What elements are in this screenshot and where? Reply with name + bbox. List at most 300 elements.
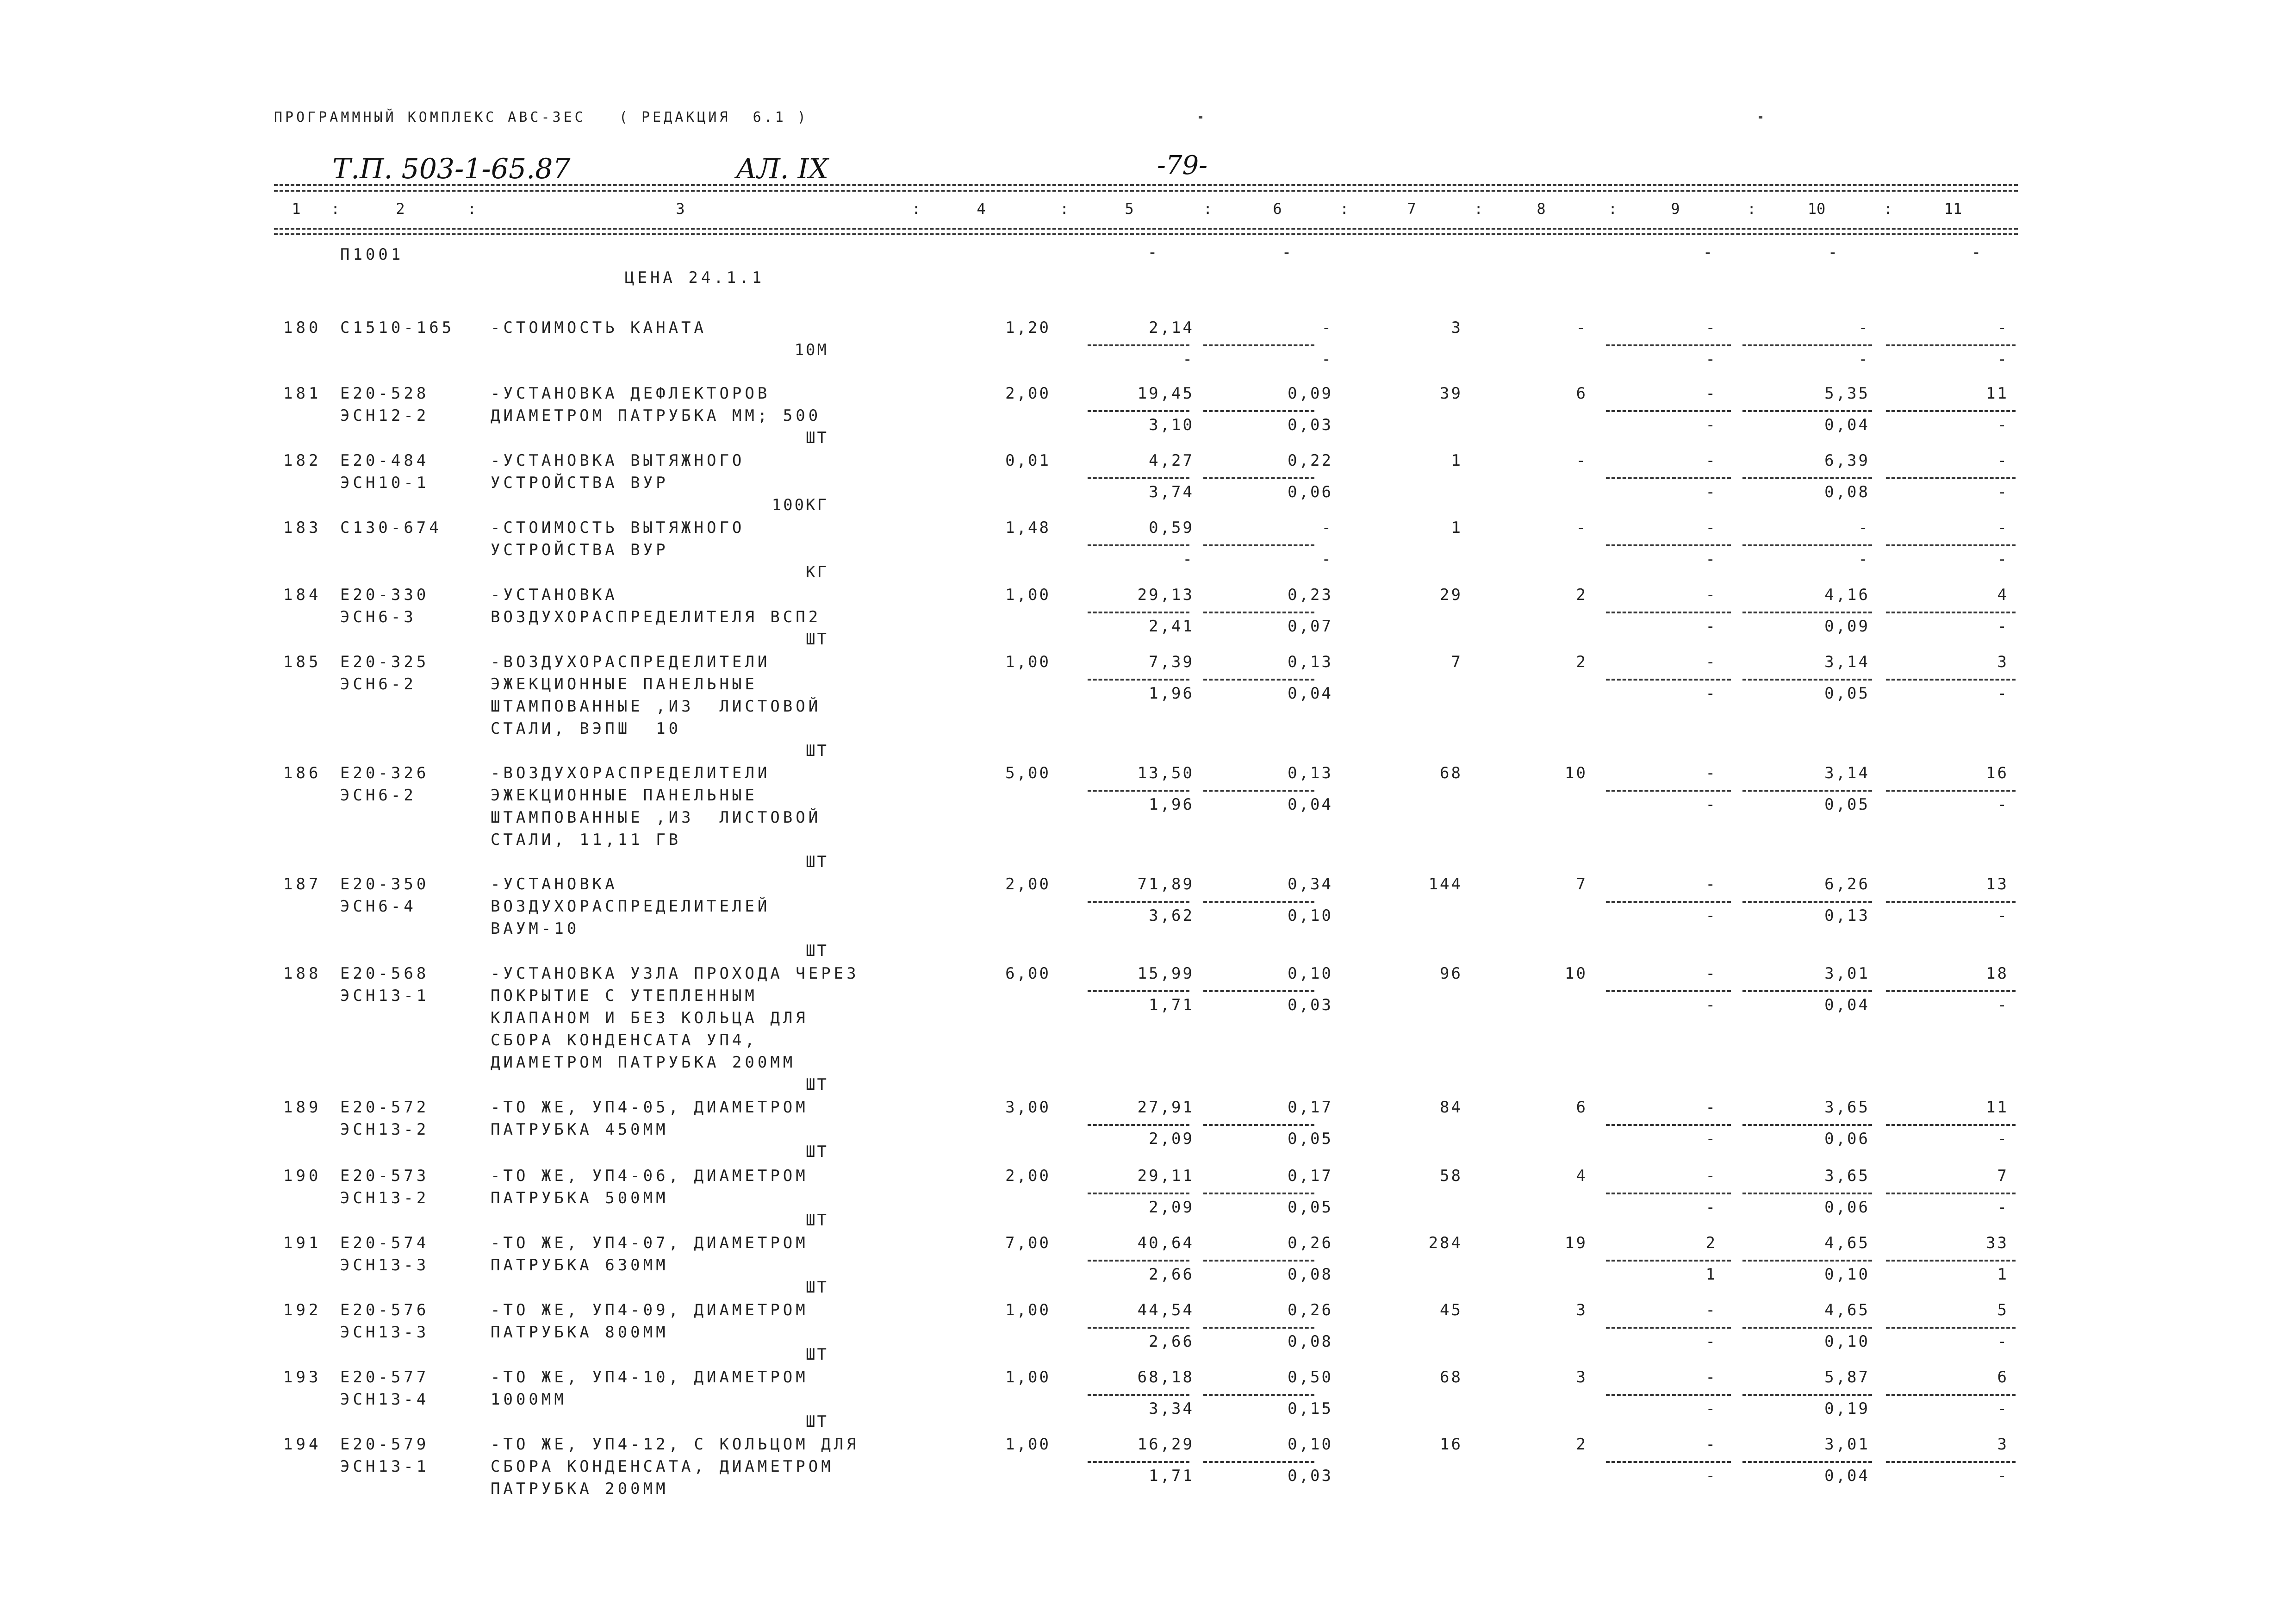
- section-mark: -: [1282, 243, 1292, 262]
- labor-hours-machine: -: [1858, 350, 1870, 369]
- unit-of-measure: ШТ: [806, 942, 828, 960]
- wages: 4: [1576, 1167, 1587, 1185]
- labor-hours-machine: 0,06: [1824, 1198, 1870, 1217]
- unit-labor: 0,03: [1288, 996, 1333, 1014]
- total-cost: 144: [1428, 875, 1462, 893]
- machine-cost: -: [1705, 518, 1717, 537]
- unit-labor: -: [1321, 350, 1333, 369]
- labor-total-machine: -: [1997, 550, 2009, 568]
- column-separator: :: [1060, 200, 1069, 218]
- column-separator: :: [331, 200, 340, 218]
- total-cost: 68: [1440, 764, 1462, 782]
- labor-hours-machine: 0,09: [1824, 617, 1870, 636]
- quantity: 2,00: [1005, 875, 1051, 893]
- column-number: 2: [396, 200, 405, 218]
- subtotal-rule: [1088, 477, 1189, 479]
- subtotal-rule: [1606, 477, 1731, 479]
- labor-total-machine: -: [1997, 1332, 2009, 1351]
- labor-cost: -: [1321, 518, 1333, 537]
- subtotal-rule: [1203, 990, 1314, 992]
- work-description: -СТОИМОСТЬ ВЫТЯЖНОГО: [491, 518, 745, 537]
- work-description: ПАТРУБКА 500ММ: [491, 1189, 669, 1207]
- work-description: -ТО ЖЕ, УП4-07, ДИАМЕТРОМ: [491, 1234, 809, 1252]
- labor-hours-machine: 0,08: [1824, 483, 1870, 501]
- subtotal-rule: [1886, 1260, 2016, 1262]
- resource-code: ЭСН6-2: [340, 786, 417, 805]
- machine-cost: -: [1705, 451, 1717, 470]
- work-description: -ТО ЖЕ, УП4-05, ДИАМЕТРОМ: [491, 1098, 809, 1117]
- total-cost: 58: [1440, 1167, 1462, 1185]
- subtotal-rule: [1088, 1461, 1189, 1463]
- labor-total: 18: [1986, 964, 2009, 983]
- subtotal-rule: [1886, 790, 2016, 792]
- total-cost: 284: [1428, 1234, 1462, 1252]
- unit-wage: -: [1182, 350, 1194, 369]
- work-description: СТАЛИ, 11,11 ГВ: [491, 831, 682, 849]
- subtotal-rule: [1742, 477, 1872, 479]
- subtotal-rule: [1606, 612, 1731, 613]
- labor-total: 16: [1986, 764, 2009, 782]
- machine-wage: -: [1705, 996, 1717, 1014]
- machine-wage: 1: [1705, 1265, 1717, 1284]
- labor-total: -: [1997, 518, 2009, 537]
- labor-total-machine: -: [1997, 1198, 2009, 1217]
- labor-total: -: [1997, 319, 2009, 337]
- unit-of-measure: 100КГ: [772, 496, 828, 514]
- total-cost: 68: [1440, 1368, 1462, 1387]
- column-number: 6: [1273, 200, 1282, 218]
- header-rule-bottom-2: [274, 233, 2018, 235]
- total-cost: 39: [1440, 384, 1462, 403]
- work-description: ЭЖЕКЦИОННЫЕ ПАНЕЛЬНЫЕ: [491, 786, 758, 805]
- row-number: 190: [283, 1167, 322, 1185]
- work-description: ШТАМПОВАННЫЕ ,ИЗ ЛИСТОВОЙ: [491, 697, 821, 716]
- labor-hours: 6,39: [1824, 451, 1870, 470]
- subtotal-rule: [1088, 990, 1189, 992]
- machine-wage: -: [1705, 684, 1717, 703]
- column-number: 11: [1944, 200, 1962, 218]
- section-mark: -: [1703, 243, 1713, 262]
- column-separator: :: [1203, 200, 1213, 218]
- subtotal-rule: [1742, 1394, 1872, 1396]
- subtotal-rule: [1088, 1124, 1189, 1126]
- unit-wage: 3,34: [1149, 1399, 1194, 1418]
- subtotal-rule: [1088, 344, 1189, 346]
- labor-hours: 3,01: [1824, 1435, 1870, 1454]
- unit-cost: 2,14: [1149, 319, 1194, 337]
- section-mark: -: [1971, 243, 1981, 262]
- subtotal-rule: [1886, 612, 2016, 613]
- labor-hours: 5,87: [1824, 1368, 1870, 1387]
- wages: 19: [1565, 1234, 1587, 1252]
- header-rule-mid: [274, 190, 2018, 192]
- quantity: 6,00: [1005, 964, 1051, 983]
- unit-cost: 15,99: [1137, 964, 1194, 983]
- unit-labor: -: [1321, 550, 1333, 568]
- labor-cost: 0,17: [1288, 1167, 1333, 1185]
- column-number: 4: [977, 200, 986, 218]
- resource-code: С1510-165: [340, 319, 455, 337]
- subtotal-rule: [1203, 1327, 1314, 1329]
- total-cost: 3: [1451, 319, 1462, 337]
- quantity: 1,00: [1005, 1368, 1051, 1387]
- column-number: 7: [1407, 200, 1416, 218]
- subtotal-rule: [1606, 990, 1731, 992]
- row-number: 180: [283, 319, 322, 337]
- quantity: 2,00: [1005, 1167, 1051, 1185]
- unit-cost: 16,29: [1137, 1435, 1194, 1454]
- machine-cost: -: [1705, 875, 1717, 893]
- resource-code: Е20-325: [340, 653, 429, 671]
- unit-wage: 3,10: [1149, 416, 1194, 434]
- subtotal-rule: [1088, 612, 1189, 613]
- subtotal-rule: [1886, 544, 2016, 546]
- unit-cost: 71,89: [1137, 875, 1194, 893]
- resource-code: Е20-350: [340, 875, 429, 893]
- resource-code: ЭСН13-3: [340, 1256, 429, 1274]
- total-cost: 29: [1440, 586, 1462, 604]
- work-description: УСТРОЙСТВА ВУР: [491, 474, 669, 492]
- unit-wage: 1,71: [1149, 1467, 1194, 1485]
- subtotal-rule: [1886, 1461, 2016, 1463]
- work-description: -ВОЗДУХОРАСПРЕДЕЛИТЕЛИ: [491, 764, 771, 782]
- resource-code: ЭСН12-2: [340, 406, 429, 425]
- labor-hours: 4,16: [1824, 586, 1870, 604]
- row-number: 181: [283, 384, 322, 403]
- labor-hours-machine: 0,04: [1824, 416, 1870, 434]
- row-number: 188: [283, 964, 322, 983]
- labor-total: 4: [1997, 586, 2009, 604]
- labor-hours: 3,65: [1824, 1098, 1870, 1117]
- total-cost: 84: [1440, 1098, 1462, 1117]
- subtotal-rule: [1088, 544, 1189, 546]
- quantity: 1,00: [1005, 653, 1051, 671]
- wages: -: [1576, 451, 1587, 470]
- unit-of-measure: 10М: [794, 341, 828, 359]
- row-number: 192: [283, 1301, 322, 1319]
- subtotal-rule: [1742, 1260, 1872, 1262]
- unit-wage: 1,96: [1149, 684, 1194, 703]
- subtotal-rule: [1088, 1327, 1189, 1329]
- total-cost: 45: [1440, 1301, 1462, 1319]
- labor-hours-machine: 0,06: [1824, 1130, 1870, 1148]
- subtotal-rule: [1606, 1327, 1731, 1329]
- work-description: -ТО ЖЕ, УП4-09, ДИАМЕТРОМ: [491, 1301, 809, 1319]
- quantity: 1,48: [1005, 518, 1051, 537]
- unit-of-measure: ШТ: [806, 429, 828, 447]
- row-number: 186: [283, 764, 322, 782]
- labor-hours: 3,14: [1824, 653, 1870, 671]
- labor-hours-machine: -: [1858, 550, 1870, 568]
- labor-hours: -: [1858, 518, 1870, 537]
- unit-labor: 0,04: [1288, 684, 1333, 703]
- resource-code: Е20-572: [340, 1098, 429, 1117]
- labor-hours: 5,35: [1824, 384, 1870, 403]
- resource-code: ЭСН13-2: [340, 1189, 429, 1207]
- labor-total-machine: -: [1997, 684, 2009, 703]
- labor-cost: 0,22: [1288, 451, 1333, 470]
- subtotal-rule: [1742, 990, 1872, 992]
- unit-cost: 40,64: [1137, 1234, 1194, 1252]
- subtotal-rule: [1203, 344, 1314, 346]
- subtotal-rule: [1886, 344, 2016, 346]
- subtotal-rule: [1203, 1193, 1314, 1194]
- unit-cost: 0,59: [1149, 518, 1194, 537]
- resource-code: Е20-574: [340, 1234, 429, 1252]
- resource-code: ЭСН13-4: [340, 1390, 429, 1409]
- labor-hours-machine: 0,04: [1824, 1467, 1870, 1485]
- machine-cost: -: [1705, 319, 1717, 337]
- labor-total: 3: [1997, 653, 2009, 671]
- section-code: П1001: [340, 245, 404, 264]
- quantity: 5,00: [1005, 764, 1051, 782]
- resource-code: Е20-484: [340, 451, 429, 470]
- labor-total: 7: [1997, 1167, 2009, 1185]
- resource-code: Е20-568: [340, 964, 429, 983]
- machine-cost: -: [1705, 1301, 1717, 1319]
- quantity: 1,00: [1005, 1435, 1051, 1454]
- unit-of-measure: ШТ: [806, 1211, 828, 1230]
- unit-labor: 0,08: [1288, 1265, 1333, 1284]
- subtotal-rule: [1742, 410, 1872, 412]
- unit-labor: 0,05: [1288, 1198, 1333, 1217]
- subtotal-rule: [1088, 790, 1189, 792]
- labor-total-machine: -: [1997, 617, 2009, 636]
- resource-code: ЭСН6-2: [340, 675, 417, 693]
- unit-of-measure: ШТ: [806, 1143, 828, 1161]
- column-number: 8: [1537, 200, 1546, 218]
- labor-total-machine: -: [1997, 416, 2009, 434]
- work-description: -ВОЗДУХОРАСПРЕДЕЛИТЕЛИ: [491, 653, 771, 671]
- unit-labor: 0,07: [1288, 617, 1333, 636]
- machine-cost: -: [1705, 653, 1717, 671]
- work-description: ВАУМ-10: [491, 919, 580, 938]
- section-mark: -: [1828, 243, 1838, 262]
- row-number: 193: [283, 1368, 322, 1387]
- unit-cost: 27,91: [1137, 1098, 1194, 1117]
- unit-cost: 7,39: [1149, 653, 1194, 671]
- subtotal-rule: [1606, 1461, 1731, 1463]
- header-rule-bottom: [274, 228, 2018, 230]
- labor-hours-machine: 0,04: [1824, 996, 1870, 1014]
- column-number: 1: [292, 200, 301, 218]
- subtotal-rule: [1886, 1193, 2016, 1194]
- work-description: 1000ММ: [491, 1390, 567, 1409]
- resource-code: Е20-326: [340, 764, 429, 782]
- labor-total: 13: [1986, 875, 2009, 893]
- work-description: УСТРОЙСТВА ВУР: [491, 541, 669, 559]
- work-description: -УСТАНОВКА ДЕФЛЕКТОРОВ: [491, 384, 771, 403]
- unit-of-measure: ШТ: [806, 630, 828, 649]
- quantity: 1,00: [1005, 1301, 1051, 1319]
- resource-code: ЭСН13-1: [340, 1457, 429, 1476]
- machine-wage: -: [1705, 350, 1717, 369]
- subtotal-rule: [1742, 1193, 1872, 1194]
- machine-cost: -: [1705, 586, 1717, 604]
- unit-wage: 1,71: [1149, 996, 1194, 1014]
- work-description: -ТО ЖЕ, УП4-12, С КОЛЬЦОМ ДЛЯ: [491, 1435, 859, 1454]
- subtotal-rule: [1886, 1394, 2016, 1396]
- machine-cost: -: [1705, 1368, 1717, 1387]
- project-number: Т.П. 503-1-65.87: [332, 153, 571, 185]
- subtotal-rule: [1088, 410, 1189, 412]
- machine-cost: -: [1705, 384, 1717, 403]
- machine-wage: -: [1705, 550, 1717, 568]
- labor-total-machine: -: [1997, 483, 2009, 501]
- machine-wage: -: [1705, 795, 1717, 814]
- labor-cost: 0,09: [1288, 384, 1333, 403]
- resource-code: Е20-579: [340, 1435, 429, 1454]
- resource-code: ЭСН6-4: [340, 897, 417, 916]
- subtotal-rule: [1203, 477, 1314, 479]
- resource-code: Е20-573: [340, 1167, 429, 1185]
- work-description: -УСТАНОВКА ВЫТЯЖНОГО: [491, 451, 745, 470]
- machine-wage: -: [1705, 1332, 1717, 1351]
- labor-hours: 6,26: [1824, 875, 1870, 893]
- subtotal-rule: [1742, 544, 1872, 546]
- unit-labor: 0,06: [1288, 483, 1333, 501]
- total-cost: 16: [1440, 1435, 1462, 1454]
- unit-labor: 0,04: [1288, 795, 1333, 814]
- quantity: 0,01: [1005, 451, 1051, 470]
- labor-total-machine: -: [1997, 795, 2009, 814]
- subtotal-rule: [1606, 544, 1731, 546]
- labor-hours-machine: 0,13: [1824, 906, 1870, 925]
- column-number: 9: [1671, 200, 1680, 218]
- subtotal-rule: [1606, 679, 1731, 681]
- labor-hours: 3,14: [1824, 764, 1870, 782]
- labor-hours-machine: 0,05: [1824, 684, 1870, 703]
- labor-total-machine: -: [1997, 906, 2009, 925]
- column-separator: :: [1884, 200, 1893, 218]
- subtotal-rule: [1203, 679, 1314, 681]
- subtotal-rule: [1606, 1394, 1731, 1396]
- subtotal-rule: [1606, 901, 1731, 903]
- subtotal-rule: [1606, 344, 1731, 346]
- work-description: ПАТРУБКА 800ММ: [491, 1323, 669, 1342]
- column-separator: :: [1474, 200, 1483, 218]
- labor-total-machine: -: [1997, 996, 2009, 1014]
- machine-wage: -: [1705, 617, 1717, 636]
- subtotal-rule: [1742, 1124, 1872, 1126]
- subtotal-rule: [1742, 344, 1872, 346]
- row-number: 184: [283, 586, 322, 604]
- total-cost: 1: [1451, 518, 1462, 537]
- unit-of-measure: ШТ: [806, 742, 828, 760]
- unit-wage: 2,09: [1149, 1198, 1194, 1217]
- labor-hours-machine: 0,19: [1824, 1399, 1870, 1418]
- wages: 3: [1576, 1301, 1587, 1319]
- resource-code: ЭСН13-1: [340, 987, 429, 1005]
- resource-code: Е20-576: [340, 1301, 429, 1319]
- subtotal-rule: [1742, 790, 1872, 792]
- total-cost: 1: [1451, 451, 1462, 470]
- subtotal-rule: [1203, 1260, 1314, 1262]
- wages: -: [1576, 319, 1587, 337]
- unit-cost: 19,45: [1137, 384, 1194, 403]
- resource-code: С130-674: [340, 518, 442, 537]
- labor-hours: 3,01: [1824, 964, 1870, 983]
- machine-cost: -: [1705, 764, 1717, 782]
- unit-wage: 2,66: [1149, 1332, 1194, 1351]
- unit-labor: 0,03: [1288, 416, 1333, 434]
- subtotal-rule: [1088, 679, 1189, 681]
- subtotal-rule: [1088, 901, 1189, 903]
- page-number: -79-: [1157, 150, 1208, 181]
- unit-labor: 0,15: [1288, 1399, 1333, 1418]
- wages: 6: [1576, 384, 1587, 403]
- labor-total-machine: -: [1997, 1399, 2009, 1418]
- subtotal-rule: [1203, 1461, 1314, 1463]
- unit-labor: 0,10: [1288, 906, 1333, 925]
- work-description: -УСТАНОВКА УЗЛА ПРОХОДА ЧЕРЕЗ: [491, 964, 859, 983]
- wages: 10: [1565, 764, 1587, 782]
- work-description: СБОРА КОНДЕНСАТА УП4,: [491, 1031, 758, 1049]
- subtotal-rule: [1203, 1394, 1314, 1396]
- work-description: ШТАМПОВАННЫЕ ,ИЗ ЛИСТОВОЙ: [491, 808, 821, 827]
- work-description: ПАТРУБКА 450ММ: [491, 1120, 669, 1139]
- machine-cost: -: [1705, 1098, 1717, 1117]
- unit-of-measure: ШТ: [806, 1075, 828, 1094]
- machine-wage: -: [1705, 1198, 1717, 1217]
- quantity: 1,00: [1005, 586, 1051, 604]
- row-number: 183: [283, 518, 322, 537]
- unit-wage: 2,09: [1149, 1130, 1194, 1148]
- unit-wage: 3,74: [1149, 483, 1194, 501]
- labor-total-machine: -: [1997, 1467, 2009, 1485]
- labor-total-machine: -: [1997, 1130, 2009, 1148]
- column-separator: :: [467, 200, 477, 218]
- work-description: ПОКРЫТИЕ С УТЕПЛЕННЫМ: [491, 987, 758, 1005]
- wages: 2: [1576, 1435, 1587, 1454]
- subtotal-rule: [1742, 901, 1872, 903]
- work-description: ПАТРУБКА 200ММ: [491, 1480, 669, 1498]
- resource-code: ЭСН6-3: [340, 608, 417, 626]
- quantity: 1,20: [1005, 319, 1051, 337]
- column-number: 3: [676, 200, 685, 218]
- unit-cost: 68,18: [1137, 1368, 1194, 1387]
- resource-code: ЭСН13-3: [340, 1323, 429, 1342]
- unit-of-measure: КГ: [806, 563, 828, 581]
- labor-hours: -: [1858, 319, 1870, 337]
- total-cost: 96: [1440, 964, 1462, 983]
- labor-cost: 0,17: [1288, 1098, 1333, 1117]
- labor-total: 33: [1986, 1234, 2009, 1252]
- labor-cost: 0,23: [1288, 586, 1333, 604]
- work-description: СБОРА КОНДЕНСАТА, ДИАМЕТРОМ: [491, 1457, 834, 1476]
- subtotal-rule: [1203, 544, 1314, 546]
- labor-cost: 0,13: [1288, 764, 1333, 782]
- work-description: ВОЗДУХОРАСПРЕДЕЛИТЕЛЯ ВСП2: [491, 608, 821, 626]
- section-mark: -: [1147, 243, 1157, 262]
- unit-wage: 3,62: [1149, 906, 1194, 925]
- subtotal-rule: [1606, 1193, 1731, 1194]
- work-description: ВОЗДУХОРАСПРЕДЕЛИТЕЛЕЙ: [491, 897, 771, 916]
- labor-total-machine: -: [1997, 350, 2009, 369]
- wages: 2: [1576, 653, 1587, 671]
- subtotal-rule: [1742, 1461, 1872, 1463]
- unit-labor: 0,05: [1288, 1130, 1333, 1148]
- row-number: 187: [283, 875, 322, 893]
- labor-hours-machine: 0,05: [1824, 795, 1870, 814]
- machine-cost: -: [1705, 1167, 1717, 1185]
- unit-wage: 2,41: [1149, 617, 1194, 636]
- row-number: 185: [283, 653, 322, 671]
- labor-cost: 0,13: [1288, 653, 1333, 671]
- subtotal-rule: [1606, 410, 1731, 412]
- work-description: ДИАМЕТРОМ ПАТРУБКА 200ММ: [491, 1053, 796, 1072]
- labor-cost: 0,50: [1288, 1368, 1333, 1387]
